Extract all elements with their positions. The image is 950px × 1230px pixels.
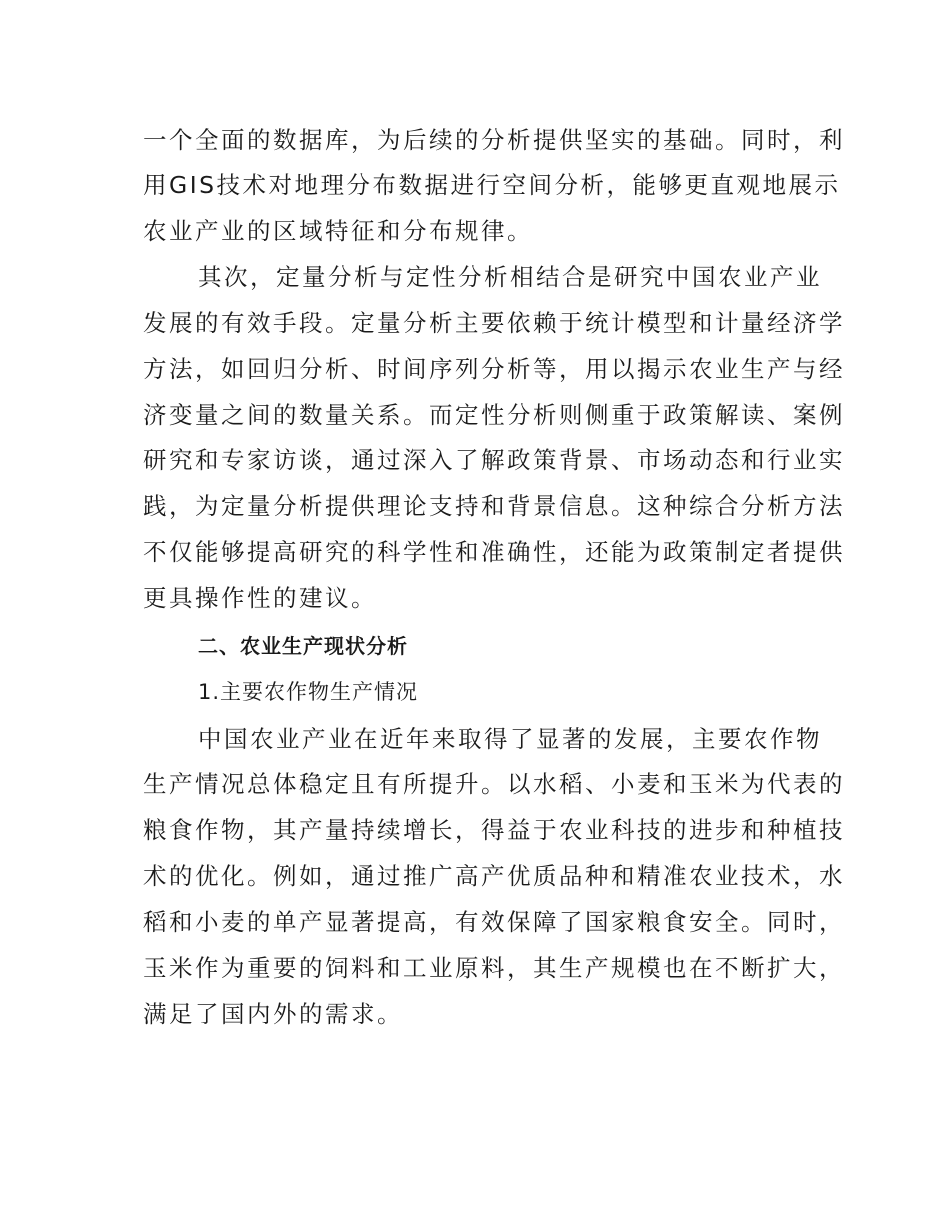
text-line: 一个全面的数据库，为后续的分析提供坚实的基础。同时，利	[143, 126, 845, 154]
text-line: 研究和专家访谈，通过深入了解政策背景、市场动态和行业实	[143, 446, 845, 474]
text-line: 满足了国内外的需求。	[143, 1000, 403, 1028]
text-line: 玉米作为重要的饲料和工业原料，其生产规模也在不断扩大，	[143, 954, 845, 982]
text-line: 术的优化。例如，通过推广高产优质品种和精准农业技术，水	[143, 862, 845, 890]
subsection-heading: 1.主要农作物生产情况	[198, 680, 419, 704]
text-line: 更具操作性的建议。	[143, 584, 377, 612]
section-heading: 二、农业生产现状分析	[198, 634, 408, 658]
text-line: 方法，如回归分析、时间序列分析等，用以揭示农业生产与经	[143, 355, 845, 383]
text-line: 稻和小麦的单产显著提高，有效保障了国家粮食安全。同时，	[143, 908, 845, 936]
text-line: 中国农业产业在近年来取得了显著的发展，主要农作物	[198, 725, 822, 753]
text-line: 用GIS技术对地理分布数据进行空间分析，能够更直观地展示	[143, 171, 841, 199]
text-line: 粮食作物，其产量持续增长，得益于农业科技的进步和种植技	[143, 816, 845, 844]
text-line: 济变量之间的数量关系。而定性分析则侧重于政策解读、案例	[143, 401, 845, 429]
text-line: 发展的有效手段。定量分析主要依赖于统计模型和计量经济学	[143, 309, 845, 337]
text-line: 不仅能够提高研究的科学性和准确性，还能为政策制定者提供	[143, 538, 845, 566]
text-line: 践，为定量分析提供理论支持和背景信息。这种综合分析方法	[143, 492, 845, 520]
text-line: 生产情况总体稳定且有所提升。以水稻、小麦和玉米为代表的	[143, 770, 845, 798]
text-line: 农业产业的区域特征和分布规律。	[143, 217, 533, 245]
text-line: 其次，定量分析与定性分析相结合是研究中国农业产业	[198, 263, 822, 291]
